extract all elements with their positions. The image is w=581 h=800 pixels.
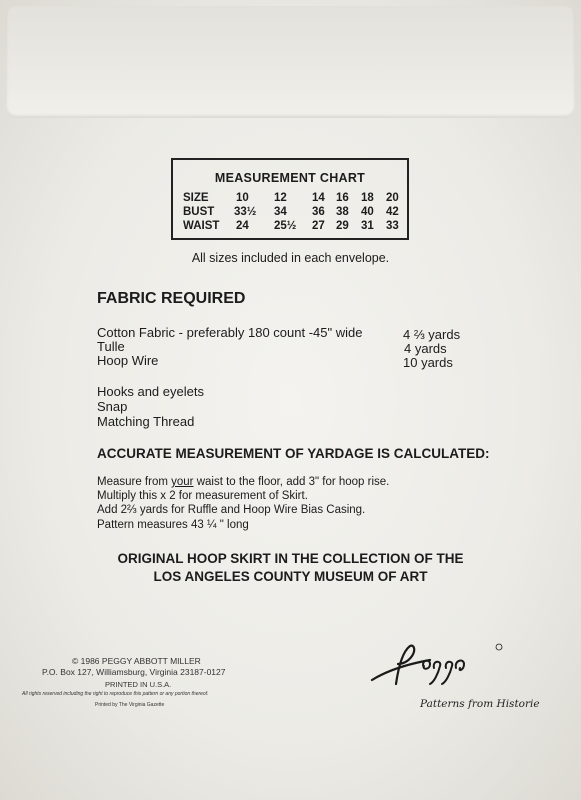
chart-cell: 34	[274, 206, 287, 218]
fabric-qty: 10 yards	[403, 355, 453, 370]
printed-usa: PRINTED IN U.S.A.	[105, 680, 172, 689]
yardage-heading: ACCURATE MEASUREMENT OF YARDAGE IS CALCULATED:	[97, 446, 490, 461]
chart-cell: 33	[386, 220, 399, 232]
copyright: © 1986 PEGGY ABBOTT MILLER	[72, 656, 201, 666]
chart-cell: 18	[361, 192, 374, 204]
chart-cell: 42	[386, 206, 399, 218]
chart-cell: 38	[336, 206, 349, 218]
sizes-note: All sizes included in each envelope.	[191, 251, 390, 265]
chart-cell: 14	[312, 192, 325, 204]
fabric-qty: 4 ⅔ yards	[403, 327, 461, 342]
fabric-item: Cotton Fabric - preferably 180 count -45" wide	[97, 325, 363, 340]
printed-by: Printed by The Virginia Gazette	[95, 702, 165, 708]
chart-cell: 27	[312, 220, 325, 232]
chart-cell: 12	[274, 192, 287, 204]
chart-title: MEASUREMENT CHART	[214, 171, 366, 185]
yardage-line	[97, 476, 389, 488]
chart-cell: 10	[236, 192, 249, 204]
chart-cell: 31	[361, 220, 374, 232]
chart-cell: 25½	[274, 220, 297, 232]
peggy-logo	[368, 640, 508, 690]
fabric-heading: FABRIC REQUIRED	[97, 290, 246, 307]
chart-cell: 24	[236, 220, 249, 232]
chart-cell: 33½	[234, 206, 257, 218]
chart-cell: 16	[336, 192, 349, 204]
original-line-2: LOS ANGELES COUNTY MUSEUM OF ART	[153, 569, 428, 584]
address: P.O. Box 127, Williamsburg, Virginia 23187-0127	[42, 667, 226, 677]
yardage-line: Add 2⅔ yards for Ruffle and Hoop Wire Bias Casing.	[97, 504, 366, 516]
row-label: WAIST	[183, 220, 220, 232]
envelope-flap	[6, 6, 575, 118]
notion-item: Snap	[97, 399, 128, 414]
tagline: Patterns from Historie	[420, 698, 540, 710]
yardage-text: waist to the floor, add 3" for hoop rise.	[193, 476, 390, 488]
chart-cell: 40	[361, 206, 374, 218]
fabric-item: Hoop Wire	[97, 353, 159, 368]
chart-cell: 20	[386, 192, 399, 204]
row-label: BUST	[183, 206, 215, 218]
measurement-chart	[171, 158, 409, 240]
yardage-underlined-word: your	[171, 476, 194, 488]
notion-item: Hooks and eyelets	[97, 384, 204, 399]
yardage-text: Measure from	[97, 476, 172, 488]
yardage-line: Multiply this x 2 for measurement of Skirt.	[97, 490, 308, 502]
fabric-qty: 4 yards	[404, 341, 447, 356]
notion-item: Matching Thread	[97, 414, 195, 429]
rights-notice: All rights reserved including the right to reproduce this pattern or any portion thereof.	[22, 691, 209, 697]
fabric-item: Tulle	[97, 339, 125, 354]
chart-cell: 29	[336, 220, 349, 232]
row-label: SIZE	[183, 192, 209, 204]
yardage-line: Pattern measures 43 ¼ " long	[97, 519, 249, 531]
chart-cell: 36	[312, 206, 325, 218]
original-line-1: ORIGINAL HOOP SKIRT IN THE COLLECTION OF THE	[117, 551, 464, 566]
